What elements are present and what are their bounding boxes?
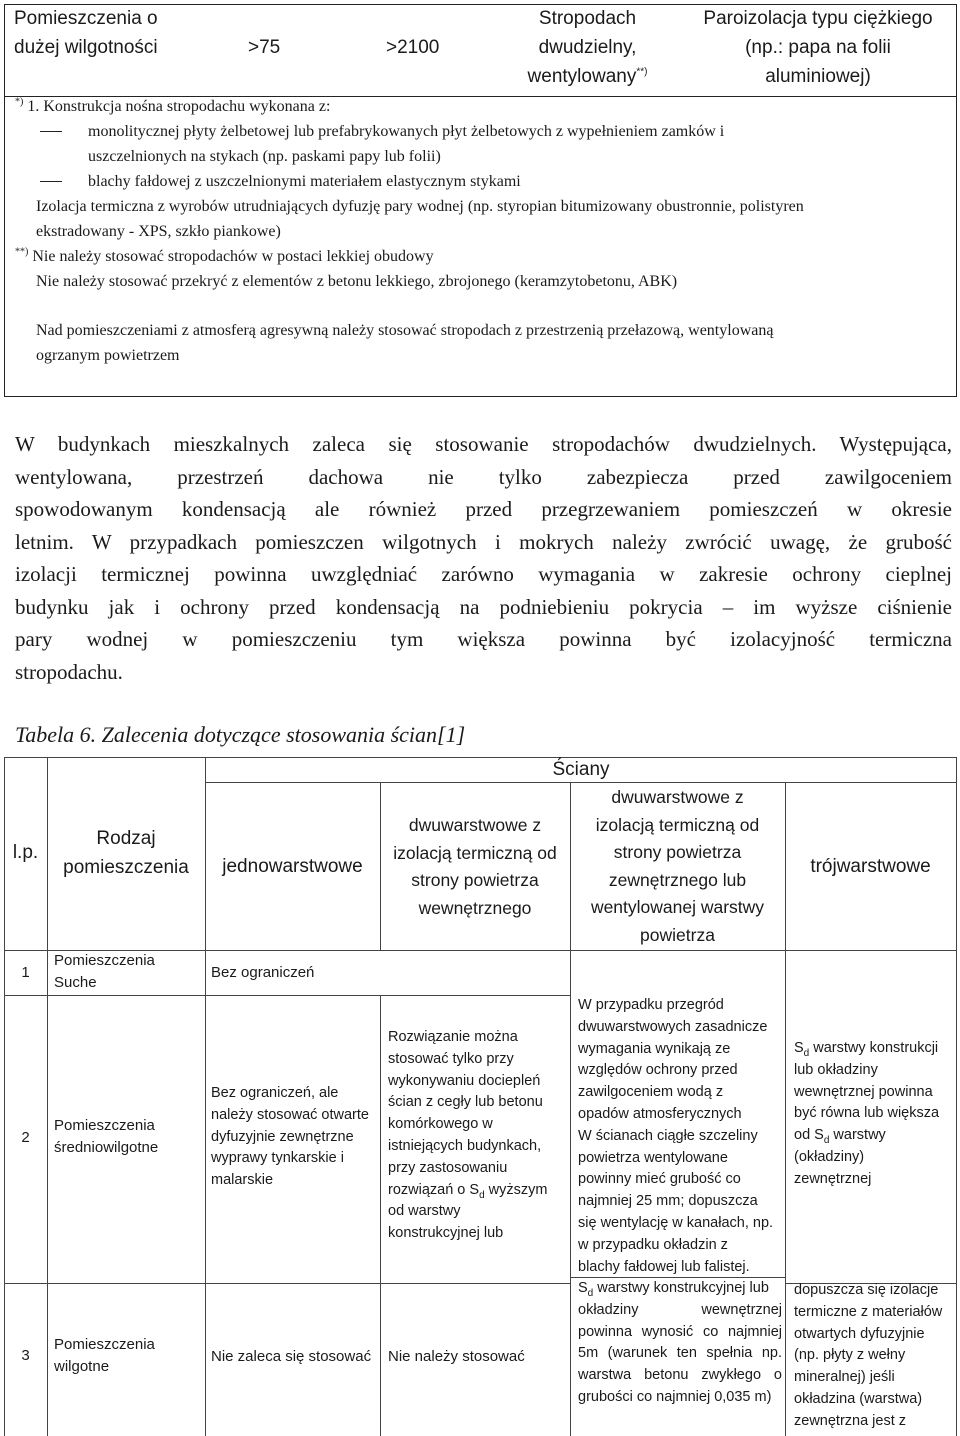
dash-bullet (40, 181, 62, 182)
row-2-three-layer: $S_d$ warstwy konstrukcji lub okładziny wewnętrznej powinna być równa lub większa od $S_d$ warstwy (okładziny) zewnętrznej (794, 1040, 940, 1187)
header-walls: Ściany (552, 759, 610, 780)
row-3-three-layer: dopuszcza się izolacje termiczne z materiałów otwartych dyfuzyjnie (np. płyty z wełny mineralnej) jeśli okładzina (warstwa) zewnętrzna jest z (794, 1282, 943, 1429)
body-paragraph: W budynkach mieszkalnych zaleca się stosowanie stropodachów dwudzielnych. Występująca, wentylowana, przestrzeń dachowa nie tylko zabezpiecza przed zawilgoceniem spowodowanym kondensacją ale również przed przegrzewaniem pomieszczeń w okresie letnim. W przypadkach pomieszczen wilgotnych i mokrych należy zwrócić uwagę, że grubość izolacji termicznej powinna uwzględniać zarówno wymagania w zakresie ochrony cieplnej budynku jak i ochrony przed kondensacją na podniebieniu pokrycia – im wyższe ciśnienie pary wodnej w pomieszczeniu tym większa powinna być izolacyjność termiczna stropodachu. (15, 432, 952, 684)
header-single-layer: jednowarstwowe (222, 856, 363, 877)
row-2-number: 2 (21, 1129, 30, 1146)
row-1-single-layer: Bez ograniczeń (211, 964, 315, 981)
dash-bullet (40, 131, 62, 132)
row-3-two-layer-outer: $S_d$ warstwy konstrukcyjnej lub okładziny wewnętrznej powinna wynosić co najmniej 5m (warunek ten spełnia np. warstwa betonu zwykłego o grubości co najmniej 0,035 m) (578, 1280, 782, 1405)
room-cell: Pomieszczenia o dużej wilgotności (14, 8, 158, 58)
footnote-1: 1. Konstrukcja nośna stropodachu wykonana z: (27, 98, 331, 115)
header-lp: l.p. (12, 842, 39, 863)
header-two-layer-outer: dwuwarstwowe z izolacją termiczną od strony powietrza zewnętrznego lub wentylowanej warstwy powietrza (590, 787, 765, 945)
vapor-pressure-cell: >2100 (386, 37, 440, 58)
header-three-layer: trójwarstwowe (810, 856, 931, 877)
roof-type-cell: Stropodach dwudzielny, wentylowany**) (527, 8, 648, 87)
row-3-single-layer: Nie zaleca się stosować (211, 1348, 372, 1365)
header-two-layer-inner: dwuwarstwowe z izolacją termiczną od strony powietrza wewnętrznego (393, 815, 557, 918)
footnote-2: Nie należy stosować stropodachów w postaci lekkiej obudowy (32, 248, 434, 265)
row-2-single-layer: Bez ograniczeń, ale należy stosować otwarte dyfuzyjnie zewnętrzne wyprawy tynkarskie i malarskie (211, 1085, 369, 1189)
table-caption: Tabela 6. Zalecenia dotyczące stosowania ścian[1] (15, 722, 466, 747)
vapor-barrier-cell: Paroizolacja typu ciężkiego (np.: papa na folii aluminiowej) (703, 8, 933, 87)
row-2-room: Pomieszczenia średniowilgotne (54, 1117, 159, 1156)
row-3-room: Pomieszczenia wilgotne (54, 1336, 155, 1375)
row-3-two-layer-inner: Nie należy stosować (388, 1348, 525, 1365)
row-1-number: 1 (21, 964, 30, 981)
humidity-cell: >75 (248, 37, 281, 58)
row-3-number: 3 (21, 1347, 30, 1364)
row-1-room: Pomieszczenia Suche (54, 952, 155, 991)
header-room-type: Rodzaj pomieszczenia (63, 828, 189, 878)
row-2-two-layer-outer: W przypadku przegród dwuwarstwowych zasadnicze wymagania wynikają ze względów ochrony przed zawilgoceniem wodą z opadów atmosferycznych W ścianach ciągłe szczeliny powietrza wentylowane powinny mieć grubość co najmniej 25 mm; dopuszcza się wentylację w kanałach, np. w przypadku okładzin z blachy fałdowej lub falistej. (578, 997, 774, 1275)
row-2-two-layer-inner: Rozwiązanie można stosować tylko przy wykonywaniu dociepleń ścian z cegły lub betonu komórkowego w istniejących budynkach, przy zastosowaniu rozwiązań o $S_d$ wyższym od warstwy konstrukcyjnej lub (388, 1029, 548, 1242)
